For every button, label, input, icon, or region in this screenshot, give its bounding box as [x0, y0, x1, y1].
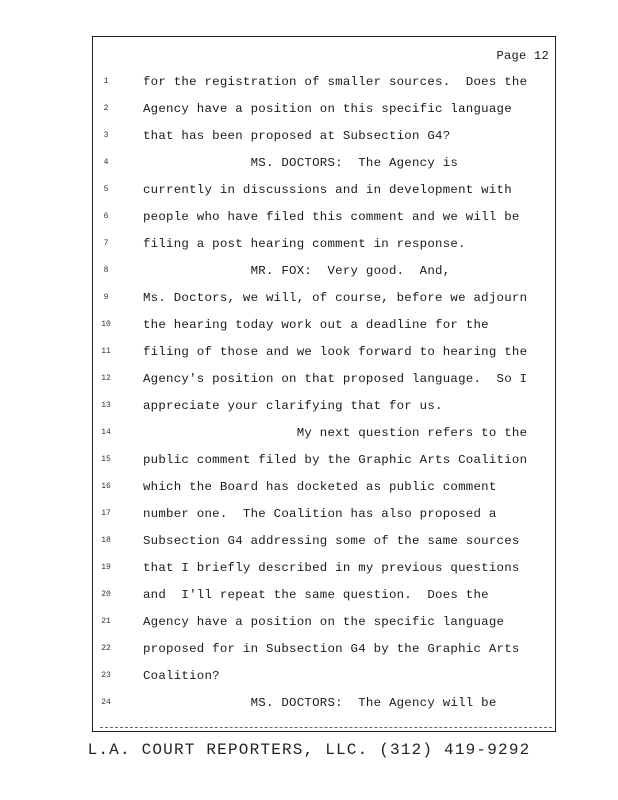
scan-artifact-divider: [100, 727, 552, 728]
line-text: for the registration of smaller sources. Does the: [143, 75, 528, 89]
line-number: 17: [101, 509, 111, 518]
line-text: Ms. Doctors, we will, of course, before we adjourn: [143, 291, 528, 305]
line-number: 16: [101, 482, 111, 491]
transcript-lines: [93, 71, 555, 719]
court-reporter-footer: L.A. COURT REPORTERS, LLC. (312) 419-9292: [87, 741, 531, 759]
line-number: 20: [101, 590, 111, 599]
line-number: 14: [101, 428, 111, 437]
line-number: 5: [103, 185, 109, 194]
transcript-line: [93, 125, 555, 152]
transcript-line: [93, 665, 555, 692]
transcript-line: [93, 233, 555, 260]
line-text: Coalition?: [143, 669, 220, 683]
line-number: 8: [103, 266, 109, 275]
transcript-line: [93, 611, 555, 638]
line-number: 18: [101, 536, 111, 545]
line-text: MS. DOCTORS: The Agency will be: [143, 696, 497, 710]
line-text: proposed for in Subsection G4 by the Graphic Arts: [143, 642, 520, 656]
transcript-line: [93, 71, 555, 98]
line-number: 19: [101, 563, 111, 572]
transcript-line: [93, 314, 555, 341]
line-text: that I briefly described in my previous questions: [143, 561, 520, 575]
transcript-line: [93, 98, 555, 125]
line-number: 11: [101, 347, 111, 356]
line-text: filing a post hearing comment in response.: [143, 237, 466, 251]
page-number: Page 12: [496, 49, 549, 63]
line-number: 7: [103, 239, 109, 248]
line-text: number one. The Coalition has also proposed a: [143, 507, 497, 521]
line-number: 6: [103, 212, 109, 221]
line-text: that has been proposed at Subsection G4?: [143, 129, 451, 143]
transcript-line: [93, 287, 555, 314]
line-number: 12: [101, 374, 111, 383]
transcript-line: [93, 206, 555, 233]
transcript-line: [93, 449, 555, 476]
line-number: 15: [101, 455, 111, 464]
transcript-line: [93, 152, 555, 179]
transcript-line: [93, 503, 555, 530]
transcript-line: [93, 530, 555, 557]
line-text: Agency have a position on this specific language: [143, 102, 512, 116]
line-number: 2: [103, 104, 109, 113]
line-text: Subsection G4 addressing some of the same sources: [143, 534, 520, 548]
line-text: public comment filed by the Graphic Arts Coalition: [143, 453, 528, 467]
transcript-line: [93, 260, 555, 287]
line-text: Agency's position on that proposed language. So I: [143, 372, 528, 386]
line-text: and I'll repeat the same question. Does the: [143, 588, 489, 602]
transcript-line: [93, 557, 555, 584]
line-text: MS. DOCTORS: The Agency is: [143, 156, 459, 170]
line-number: 24: [101, 698, 111, 707]
transcript-line: [93, 422, 555, 449]
line-number: 13: [101, 401, 111, 410]
transcript-line: [93, 179, 555, 206]
line-number: 3: [103, 131, 109, 140]
transcript-line: [93, 692, 555, 719]
transcript-line: [93, 638, 555, 665]
line-text: currently in discussions and in development with: [143, 183, 512, 197]
line-text: My next question refers to the: [143, 426, 528, 440]
line-text: Agency have a position on the specific language: [143, 615, 505, 629]
line-number: 4: [103, 158, 109, 167]
line-text: appreciate your clarifying that for us.: [143, 399, 443, 413]
transcript-line: [93, 476, 555, 503]
transcript-line: [93, 341, 555, 368]
line-number: 10: [101, 320, 111, 329]
line-number: 22: [101, 644, 111, 653]
line-text: MR. FOX: Very good. And,: [143, 264, 451, 278]
line-number: 1: [103, 77, 109, 86]
line-number: 23: [101, 671, 111, 680]
line-number: 9: [103, 293, 109, 302]
transcript-line: [93, 584, 555, 611]
line-number: 21: [101, 617, 111, 626]
line-text: which the Board has docketed as public comment: [143, 480, 497, 494]
line-text: filing of those and we look forward to hearing the: [143, 345, 528, 359]
line-text: the hearing today work out a deadline for the: [143, 318, 489, 332]
line-text: people who have filed this comment and we will be: [143, 210, 520, 224]
transcript-page: [92, 36, 556, 732]
transcript-line: [93, 368, 555, 395]
transcript-line: [93, 395, 555, 422]
